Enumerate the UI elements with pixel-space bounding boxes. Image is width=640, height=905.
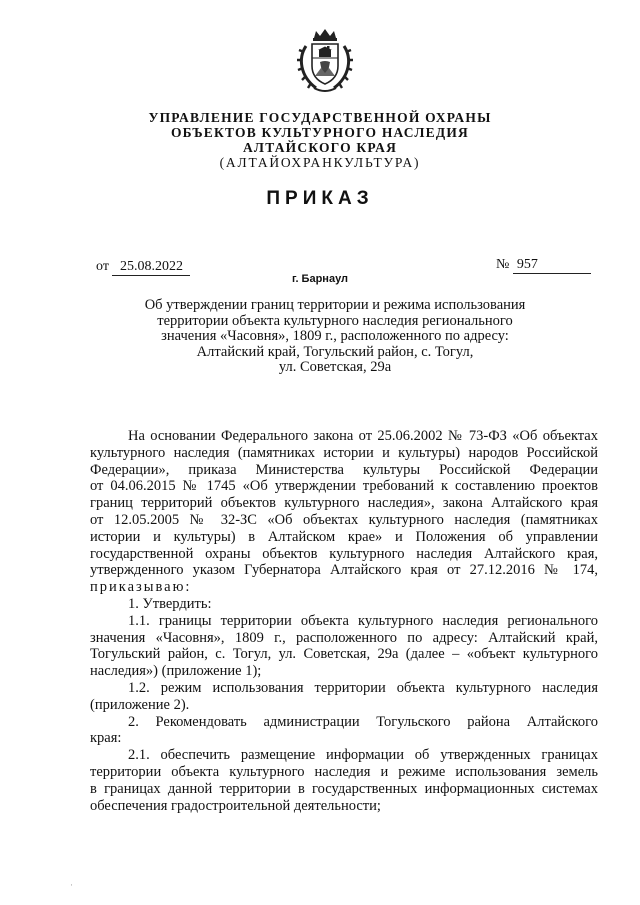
body-line: территории объекта культурного наследия и режиме использования земель [90, 763, 598, 780]
body-line: границ территорий объектов культурного наследия», закона Алтайского края [90, 495, 598, 512]
body-line: наследия») (приложение 1); [90, 663, 262, 680]
preamble-paragraph [90, 428, 598, 596]
altai-coat-of-arms-icon [296, 28, 354, 94]
clause-2 [90, 714, 598, 748]
subject-line: Алтайский край, Тогульский район, с. Тогул, [196, 343, 474, 360]
body-line: от 12.05.2005 № 32-ЗС «Об объектах культурного наследия (памятниках [90, 511, 598, 528]
date-value: 25.08.2022 [112, 259, 190, 276]
city-name: г. Барнаул [291, 273, 349, 285]
body-line: в границах данной территории в государственных информационных системах [90, 780, 598, 797]
org-name-line: УПРАВЛЕНИЕ ГОСУДАРСТВЕННОЙ ОХРАНЫ [148, 110, 492, 125]
clause-1: 1. Утвердить: [128, 595, 212, 612]
body-line: 1.2. режим использования территории объекта культурного наследия [128, 679, 598, 696]
body-line: 2. Рекомендовать администрации Тогульского района Алтайского [128, 713, 598, 730]
body-line: На основании Федерального закона от 25.06.2002 № 73-ФЗ «Об объектах [128, 428, 598, 444]
order-number [496, 257, 591, 274]
order-subject [130, 298, 540, 376]
body-line: обеспечения градостроительной деятельности; [90, 797, 381, 814]
order-body [90, 428, 598, 814]
body-line: от 04.06.2015 № 1745 «Об утверждении требований к составлению проектов [90, 478, 598, 495]
body-line: истории и культуры) в Алтайском крае» и Положения об управлении [90, 528, 598, 545]
org-name-line: АЛТАЙСКОГО КРАЯ [242, 140, 398, 155]
body-line: 1.1. границы территории объекта культурного наследия регионального [128, 612, 598, 629]
body-line: государственной охраны объектов культурного наследия Алтайского края, [90, 545, 598, 562]
body-line: культурного наследия (памятниках истории и культуры) народов Российской [90, 444, 598, 461]
body-line: Федерации», приказа Министерства культуры Российской Федерации [90, 461, 598, 478]
body-line: утвержденного указом Губернатора Алтайского края от 27.12.2016 № 174, [90, 562, 598, 579]
clause-1-2 [90, 680, 598, 714]
number-value: 957 [513, 257, 591, 274]
scan-speck: · [70, 880, 73, 890]
org-name-line: ОБЪЕКТОВ КУЛЬТУРНОГО НАСЛЕДИЯ [170, 125, 470, 140]
body-line: 2.1. обеспечить размещение информации об утвержденных границах [128, 747, 598, 764]
subject-line: Об утверждении границ территории и режима использования [144, 297, 526, 313]
number-prefix: № [496, 257, 510, 272]
date-prefix: от [96, 259, 109, 274]
clause-1-1 [90, 613, 598, 680]
body-line: значения «Часовня», 1809 г., расположенного по адресу: Алтайский край, [90, 629, 598, 646]
document-title: ПРИКАЗ [266, 188, 374, 209]
subject-line: территории объекта культурного наследия регионального [157, 312, 513, 329]
subject-line: значения «Часовня», 1809 г., расположенного по адресу: [161, 328, 509, 344]
org-short-name: (АЛТАЙОХРАНКУЛЬТУРА) [219, 155, 421, 170]
order-word: приказываю: [90, 579, 192, 596]
body-line: края: [90, 730, 122, 747]
body-line: (приложение 2). [90, 696, 190, 713]
clause-2-1 [90, 747, 598, 814]
subject-line: ул. Советская, 29а [278, 359, 392, 375]
body-line: Тогульский район, с. Тогул, ул. Советская, 29а (далее – «объект культурного [90, 646, 598, 663]
organization-header [0, 110, 640, 170]
